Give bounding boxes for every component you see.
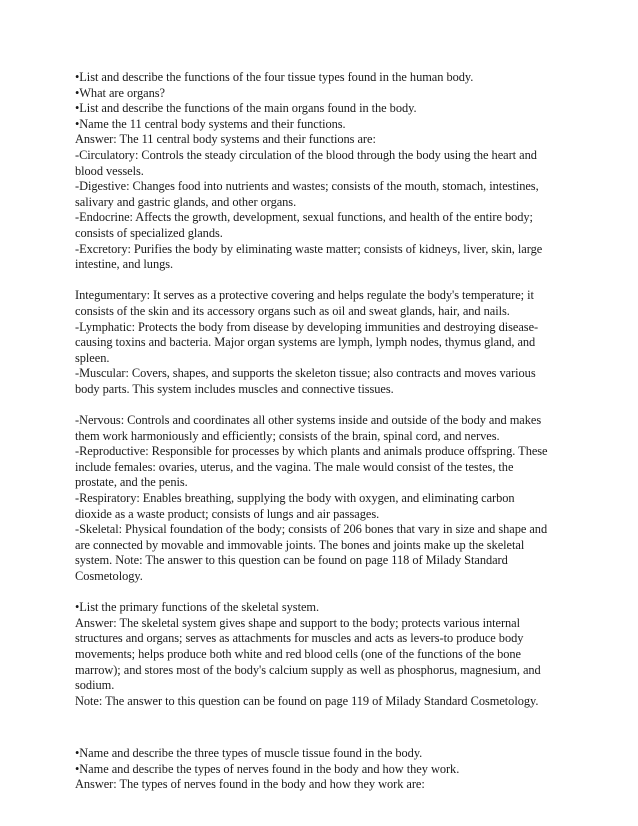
- text-line: salivary and gastric glands, and other organs.: [75, 194, 297, 209]
- text-line: -Nervous: Controls and coordinates all other systems inside and outside of the body and makes: [75, 413, 542, 428]
- text-line: movements; helps produce both white and red blood cells (one of the functions of the bone: [75, 646, 521, 661]
- bullet-question-body-systems: •Name the 11 central body systems and their functions.: [75, 116, 346, 131]
- text-line: -Lymphatic: Protects the body from disease by developing immunities and destroying disease-: [75, 319, 539, 334]
- text-line: Note: The answer to this question can be found on page 119 of Milady Standard Cosmetology.: [75, 693, 539, 708]
- text-line: consists of the skin and its accessory organs such as oil and sweat glands, hair, and nails.: [75, 303, 510, 318]
- text-line: -Reproductive: Responsible for processes by which plants and animals produce offspring. These: [75, 444, 548, 459]
- paragraph-spacer: [75, 709, 561, 725]
- text-line: -Excretory: Purifies the body by eliminating waste matter; consists of kidneys, liver, skin, large: [75, 241, 543, 256]
- text-line: -Skeletal: Physical foundation of the body; consists of 206 bones that vary in size and shape and: [75, 522, 548, 537]
- text-line: sodium.: [75, 678, 115, 693]
- text-line: body parts. This system includes muscles and connective tissues.: [75, 381, 394, 396]
- text-line: Integumentary: It serves as a protective covering and helps regulate the body's temperature; it: [75, 288, 534, 303]
- text-line: Cosmetology.: [75, 569, 143, 583]
- text-line: Answer: The skeletal system gives shape and support to the body; protects various internal: [75, 615, 521, 630]
- text-line: -Respiratory: Enables breathing, supplying the body with oxygen, and eliminating carbon: [75, 491, 515, 506]
- text-line: causing toxins and bacteria. Major organ systems are lymph, lymph nodes, thymus gland, and: [75, 335, 536, 350]
- answer-line: Answer: The types of nerves found in the body and how they work are:: [75, 777, 425, 792]
- paragraph-spacer: [75, 397, 561, 413]
- bullet-question-skeletal-functions: •List the primary functions of the skeletal system.: [75, 600, 320, 615]
- answer-line: Answer: The 11 central body systems and their functions are:: [75, 132, 376, 147]
- text-line: prostate, and the penis.: [75, 475, 188, 490]
- text-line: marrow); and stores most of the body's calcium supply as well as phosphorus, magnesium, and: [75, 662, 541, 677]
- bullet-question-muscle-tissue: •Name and describe the three types of muscle tissue found in the body.: [75, 745, 423, 760]
- text-line: -Endocrine: Affects the growth, development, sexual functions, and health of the entire body;: [75, 210, 533, 225]
- text-line: intestine, and lungs.: [75, 257, 174, 272]
- text-line: system. Note: The answer to this question can be found on page 118 of Milady Standard: [75, 553, 508, 568]
- bullet-question-tissue-types: •List and describe the functions of the four tissue types found in the human body.: [75, 70, 474, 84]
- text-line: -Digestive: Changes food into nutrients and wastes; consists of the mouth, stomach, intestines,: [75, 179, 539, 194]
- text-line: are connected by movable and immovable joints. The bones and joints make up the skeletal: [75, 537, 525, 552]
- paragraph-spacer: [75, 585, 561, 601]
- text-line: include females: ovaries, uterus, and the vagina. The male would consist of the testes, the: [75, 459, 514, 474]
- text-line: them work harmoniously and efficiently; consists of the brain, spinal cord, and nerves.: [75, 428, 500, 443]
- text-line: dioxide as a waste product; consists of lungs and air passages.: [75, 506, 380, 521]
- text-line: structures and organs; serves as attachments for muscles and acts as levers-to produce body: [75, 631, 524, 646]
- text-line: consists of specialized glands.: [75, 225, 223, 240]
- text-line: -Muscular: Covers, shapes, and supports the skeleton tissue; also contracts and moves various: [75, 366, 536, 381]
- paragraph-spacer: [75, 725, 561, 746]
- text-line: -Circulatory: Controls the steady circulation of the blood through the body using the heart and: [75, 147, 537, 162]
- text-line: spleen.: [75, 350, 110, 365]
- bullet-question-organs: •What are organs?: [75, 85, 165, 100]
- paragraph-spacer: [75, 273, 561, 289]
- document-page: [75, 70, 561, 793]
- bullet-question-main-organs: •List and describe the functions of the main organs found in the body.: [75, 101, 417, 116]
- bullet-question-nerves: •Name and describe the types of nerves found in the body and how they work.: [75, 761, 460, 776]
- text-line: blood vessels.: [75, 163, 144, 178]
